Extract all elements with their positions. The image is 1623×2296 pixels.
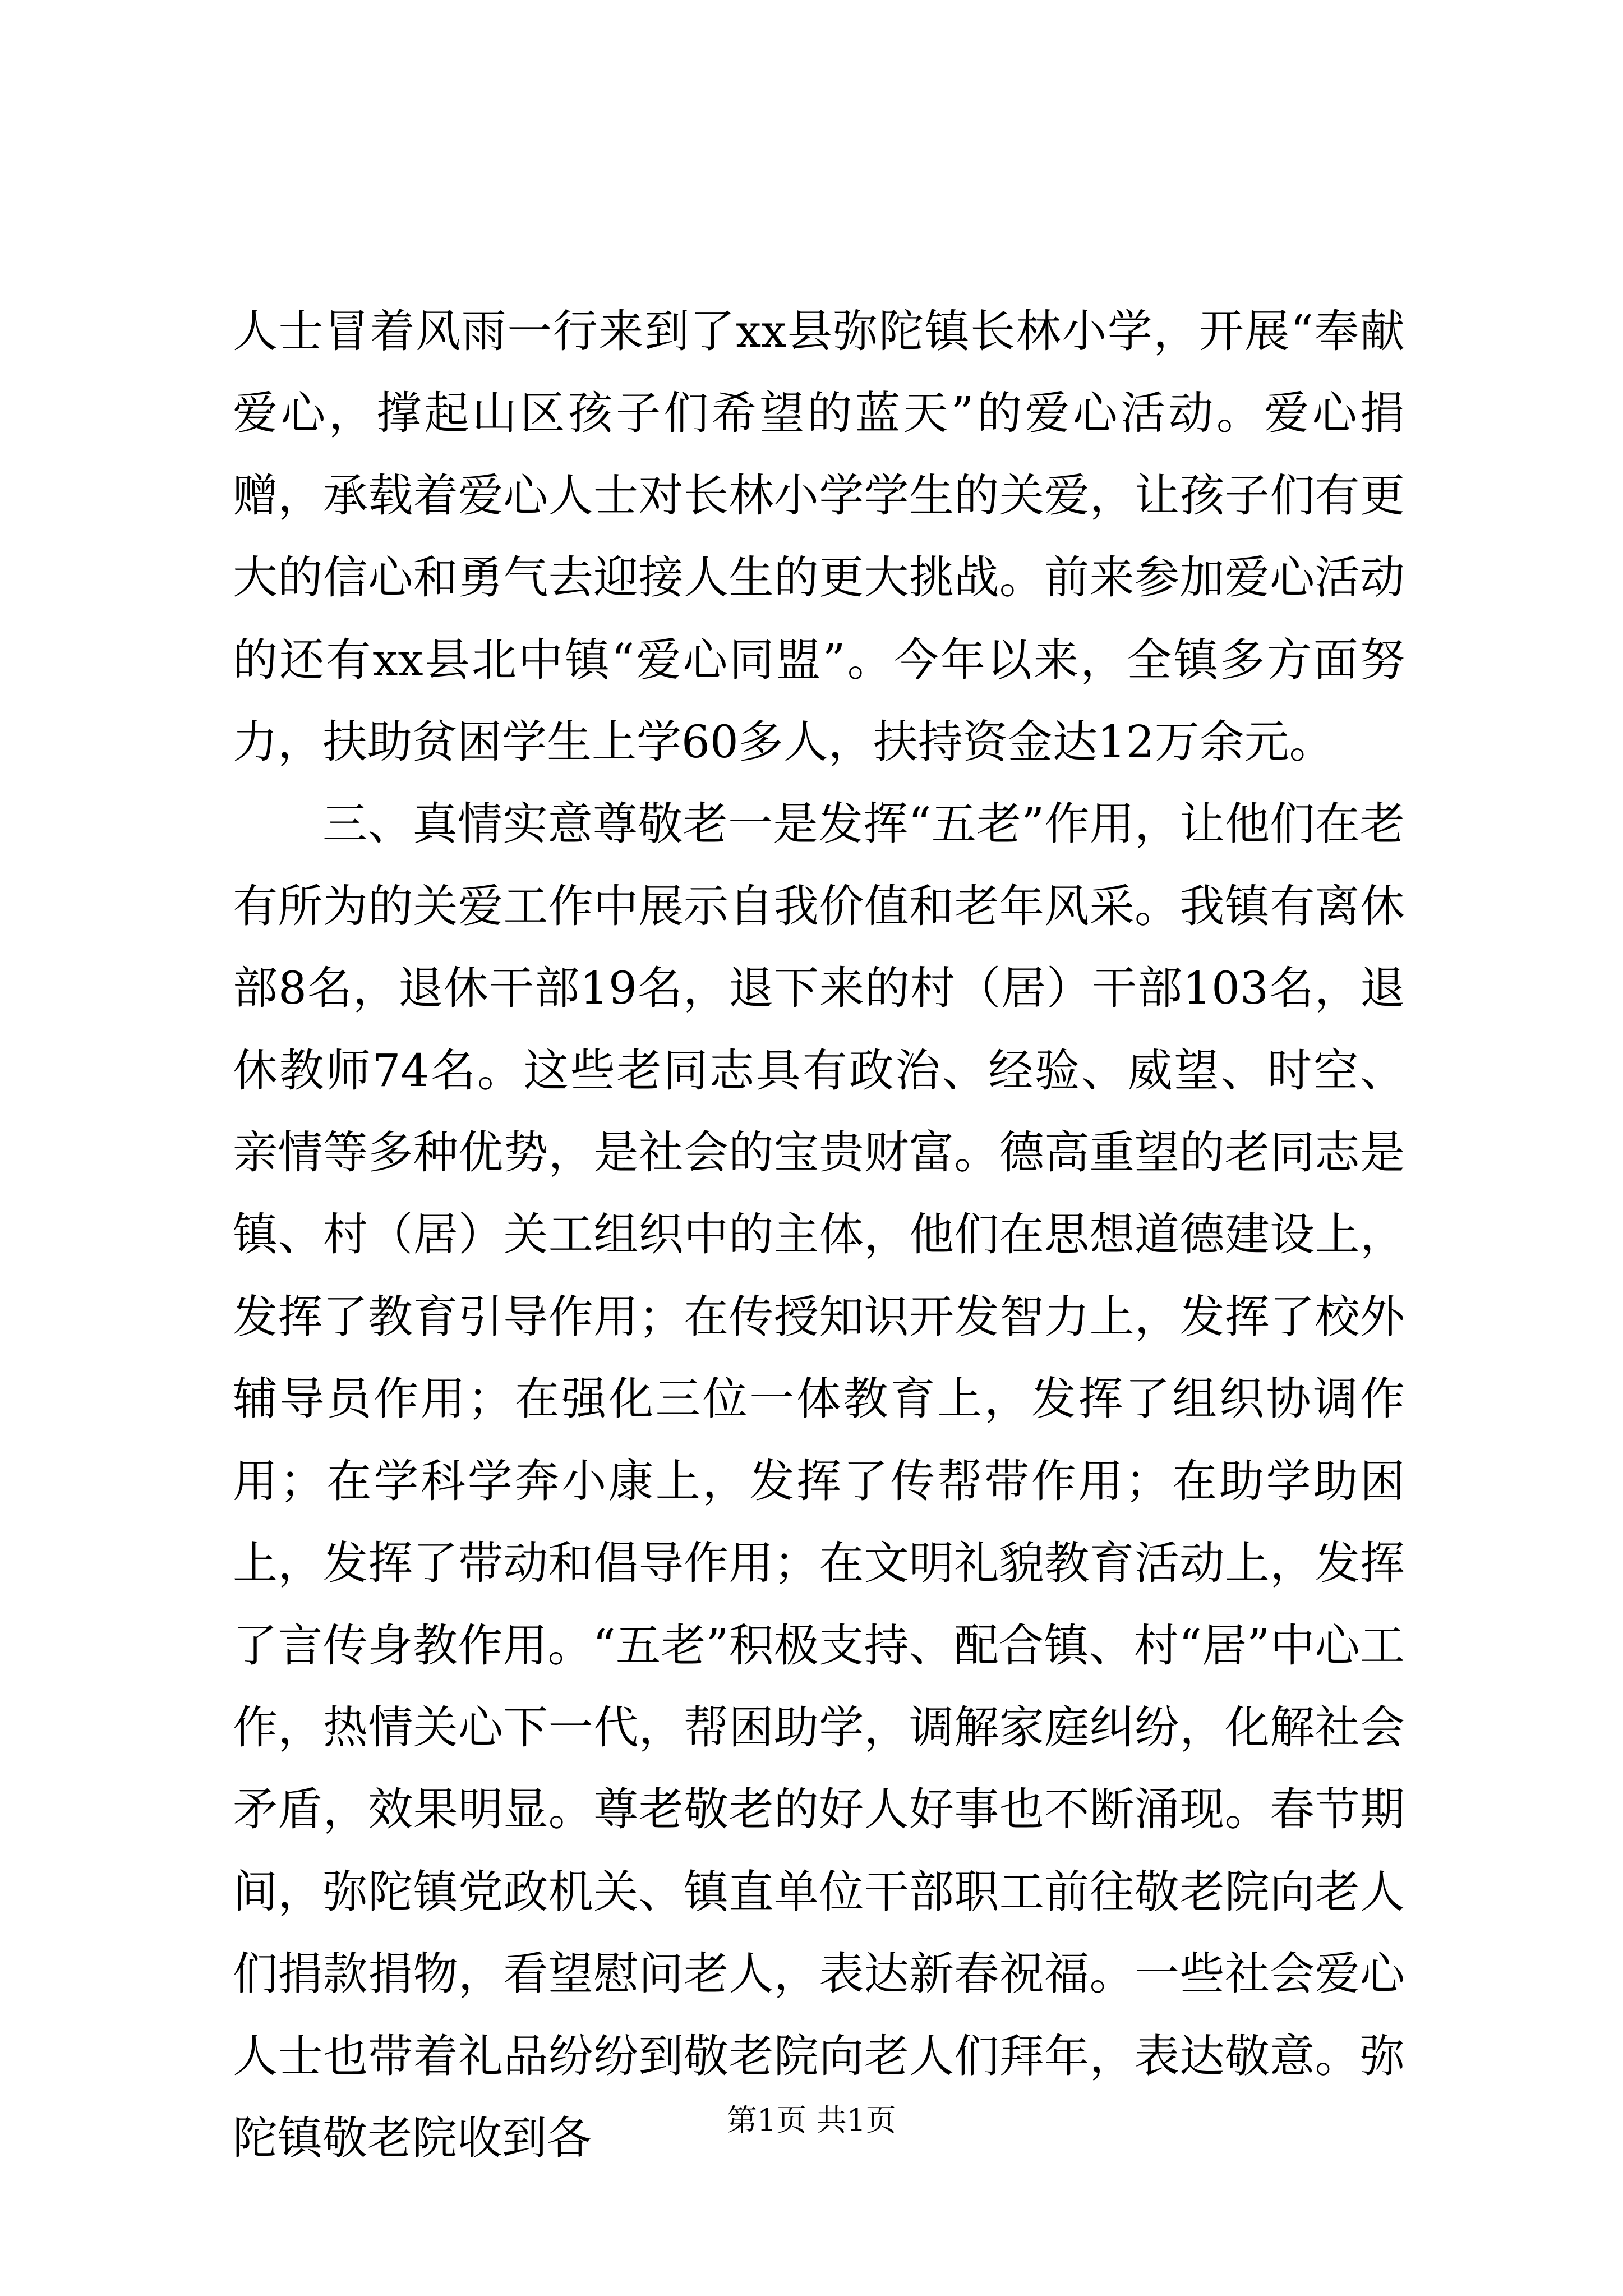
page-footer: 第1页 共1页 [727,2102,896,2138]
paragraph-continuation: 人士冒着风雨一行来到了xx县弥陀镇长林小学，开展“奉献爱心，撑起山区孩子们希望的蓝天”的爱心活动。爱心捐赠，承载着爱心人士对长林小学学生的关爱，让孩子们有更大的信心和勇气去迎接人生的更大挑战。前来参加爱心活动的还有xx县北中镇“爱心同盟”。今年以来，全镇多方面努力，扶助贫困学生上学60多人，扶持资金达12万余元。 [233,305,1405,769]
paragraph-section-three: 三、真情实意尊敬老一是发挥“五老”作用，让他们在老有所为的关爱工作中展示自我价值和老年风采。我镇有离休部8名，退休干部19名，退下来的村（居）干部103名，退休教师74名。这些老同志具有政治、经验、威望、时空、亲情等多种优势，是社会的宝贵财富。德高重望的老同志是镇、村（居）关工组织中的主体，他们在思想道德建设上，发挥了教育引导作用；在传授知识开发智力上，发挥了校外辅导员作用；在强化三位一体教育上，发挥了组织协调作用；在学科学奔小康上，发挥了传帮带作用；在助学助困上，发挥了带动和倡导作用；在文明礼貌教育活动上，发挥了言传身教作用。“五老”积极支持、配合镇、村“居”中心工作，热情关心下一代，帮困助学，调解家庭纠纷，化解社会矛盾，效果明显。尊老敬老的好人好事也不断涌现。春节期间，弥陀镇党政机关、镇直单位干部职工前往敬老院向老人们捐款捐物，看望慰问老人，表达新春祝福。一些社会爱心人士也带着礼品纷纷到敬老院向老人们拜年，表达敬意。弥陀镇敬老院收到各 [233,798,1405,2164]
document-body [233,291,1405,2179]
